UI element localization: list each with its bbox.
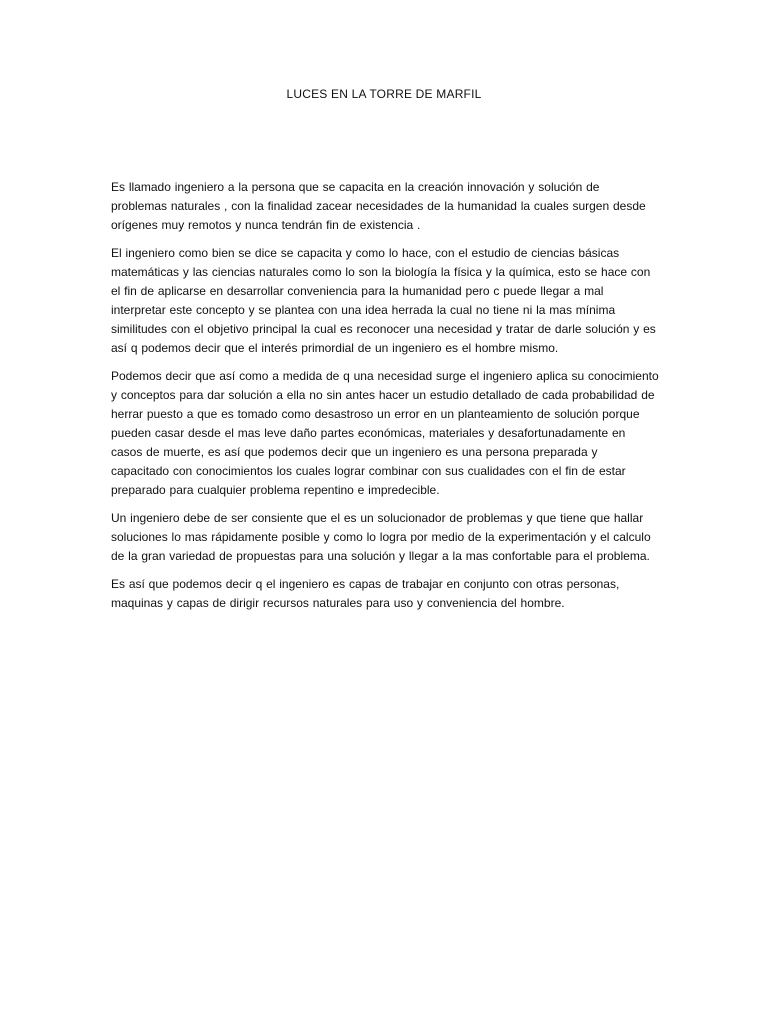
document-title: LUCES EN LA TORRE DE MARFIL xyxy=(286,87,482,101)
paragraph-4: Un ingeniero debe de ser consiente que el es un solucionador de problemas y que tiene que hallar soluciones lo mas rápidamente posible y como lo logra por medio de la experimentación y el calculo de la gran variedad de propuestas para una solución y llegar a la mas confortable para el problema. xyxy=(111,511,651,563)
paragraph-5: Es así que podemos decir q el ingeniero es capas de trabajar en conjunto con otras personas, maquinas y capas de dirigir recursos naturales para uso y conveniencia del hombre. xyxy=(111,577,620,610)
document-body xyxy=(111,178,659,622)
paragraph-3: Podemos decir que así como a medida de q una necesidad surge el ingeniero aplica su conocimiento y conceptos para dar solución a ella no sin antes hacer un estudio detallado de cada probabilidad de herrar puesto a que es tomado como desastroso un error en un planteamiento de solución porque pueden casar desde el mas leve daño partes económicas, materiales y desafortunadamente en casos de muerte, es así que podemos decir que un ingeniero es una persona preparada y capacitado con conocimientos los cuales lograr combinar con sus cualidades con el fin de estar preparado para cualquier problema repentino e impredecible. xyxy=(111,369,659,497)
paragraph-1: Es llamado ingeniero a la persona que se capacita en la creación innovación y solución de problemas naturales , con la finalidad zacear necesidades de la humanidad la cuales surgen desde orígenes muy remotos y nunca tendrán fin de existencia . xyxy=(111,180,646,232)
paragraph-2: El ingeniero como bien se dice se capacita y como lo hace, con el estudio de ciencias básicas matemáticas y las ciencias naturales como lo son la biología la física y la química, esto se hace con el fin de aplicarse en desarrollar conveniencia para la humanidad pero c puede llegar a mal interpretar este concepto y se plantea con una idea herrada la cual no tiene ni la mas mínima similitudes con el objetivo principal la cual es reconocer una necesidad y tratar de darle solución y es así q podemos decir que el interés primordial de un ingeniero es el hombre mismo. xyxy=(111,246,656,355)
